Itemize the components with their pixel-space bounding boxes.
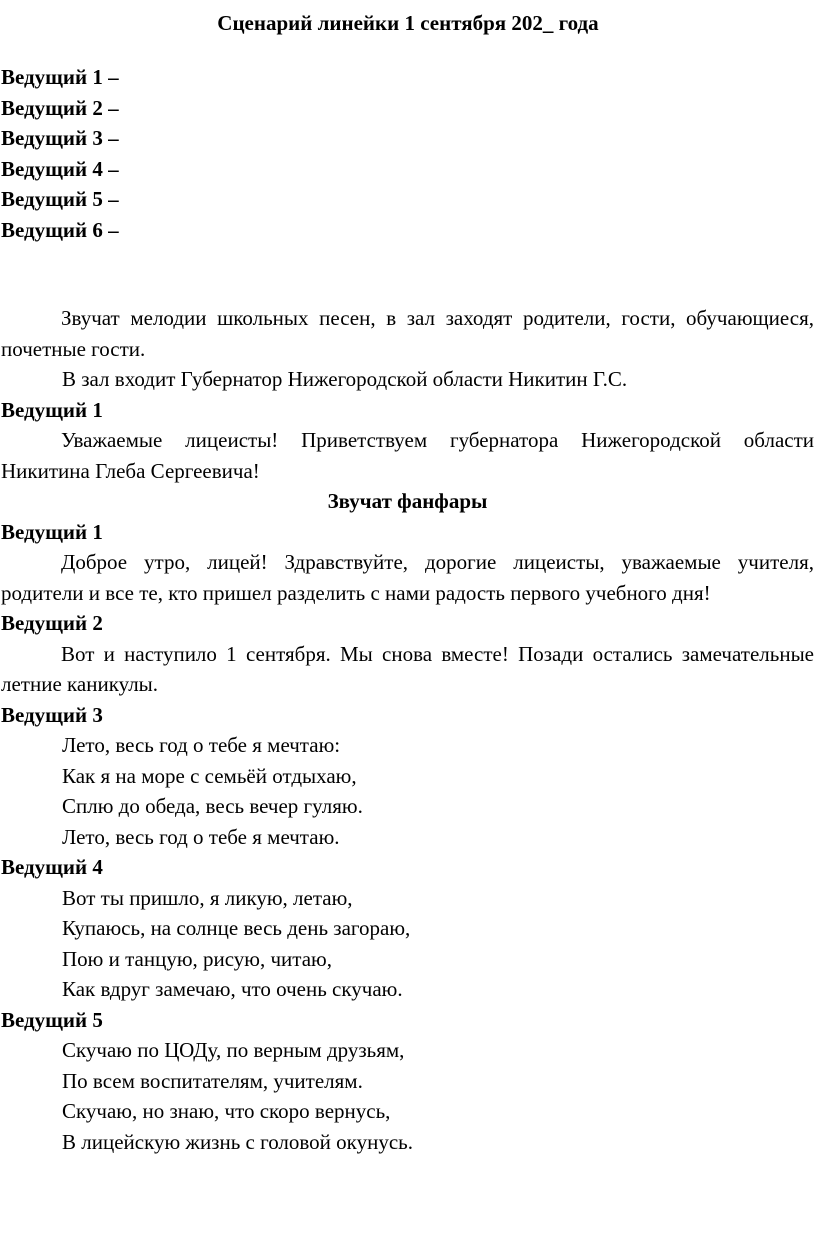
host-line-5: Ведущий 5 – (1, 187, 119, 211)
verse-line: Как я на море с семьёй отдыхаю, (62, 763, 357, 788)
speech-paragraph: Доброе утро, лицей! Здравствуйте, дорогие лицеисты, уважаемые учителя, родители и все те, кто пришел разделить с нами радость первого учебного дня! (1, 550, 814, 605)
host-list (1, 62, 401, 245)
script-body (1, 303, 814, 1157)
speaker-label: Ведущий 1 (1, 519, 103, 544)
verse-line: Лето, весь год о тебе я мечтаю. (62, 824, 340, 849)
speaker-label: Ведущий 2 (1, 611, 103, 635)
intro-paragraph: Звучат мелодии школьных песен, в зал заходят родители, гости, обучающиеся, почетные гости. (1, 306, 814, 361)
host-line-2: Ведущий 2 – (1, 95, 119, 120)
verse-line: Пою и танцую, рисую, читаю, (62, 946, 332, 971)
speaker-label: Ведущий 1 (1, 397, 103, 422)
speaker-label: Ведущий 4 (1, 855, 103, 879)
verse-line: Лето, весь год о тебе я мечтаю: (62, 733, 341, 757)
speech-paragraph: Уважаемые лицеисты! Приветствуем губернатора Нижегородской области Никитина Глеба Сергеевича! (1, 428, 814, 483)
document-title: Сценарий линейки 1 сентября 202_ года (217, 11, 599, 35)
verse-line: Как вдруг замечаю, что очень скучаю. (62, 977, 403, 1001)
verse-line: Скучаю по ЦОДу, по верным друзьям, (62, 1038, 405, 1062)
verse-line: Купаюсь, на солнце весь день загораю, (62, 916, 411, 940)
speaker-label: Ведущий 3 (1, 702, 103, 727)
verse-line: Скучаю, но знаю, что скоро вернусь, (62, 1099, 391, 1123)
host-line-3: Ведущий 3 – (1, 126, 119, 150)
verse-line: Вот ты пришло, я ликую, летаю, (62, 885, 353, 910)
host-line-1: Ведущий 1 – (1, 65, 119, 89)
speech-paragraph: Вот и наступило 1 сентября. Мы снова вместе! Позади остались замечательные летние каникулы. (1, 641, 814, 696)
governor-entrance: В зал входит Губернатор Нижегородской области Никитин Г.С. (62, 367, 628, 391)
host-line-6: Ведущий 6 – (1, 217, 119, 242)
speaker-label: Ведущий 5 (1, 1007, 103, 1032)
verse-line: По всем воспитателям, учителям. (62, 1068, 363, 1093)
verse-line: Сплю до обеда, весь вечер гуляю. (62, 794, 363, 818)
host-line-4: Ведущий 4 – (1, 156, 119, 181)
stage-direction: Звучат фанфары (327, 489, 488, 513)
verse-line: В лицейскую жизнь с головой окунусь. (62, 1129, 413, 1154)
